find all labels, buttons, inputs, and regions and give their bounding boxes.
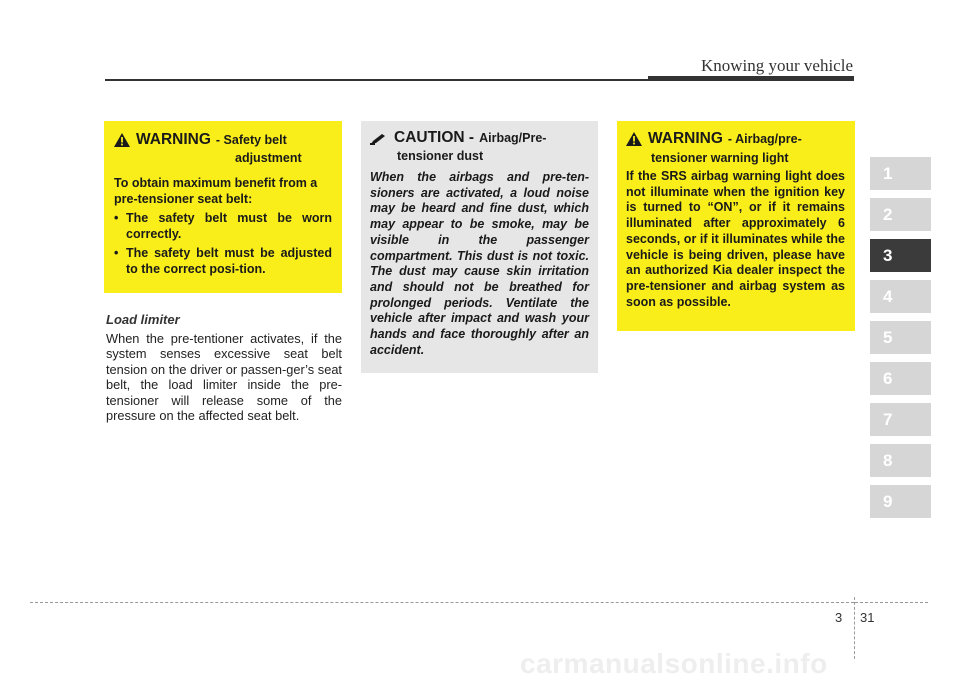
warning-subject-cont: tensioner warning light bbox=[651, 151, 789, 165]
header-rule-accent bbox=[648, 76, 854, 81]
warning-triangle-icon bbox=[626, 132, 642, 151]
chapter-tabs bbox=[870, 157, 931, 526]
warning-intro: To obtain maximum benefit from a pre-tensioner seat belt: bbox=[114, 176, 318, 206]
caution-box-airbag-dust bbox=[361, 121, 598, 373]
warning-body: If the SRS airbag warning light does not illuminate when the ignition key is turned to “ON”, or if it remains illuminated after approximately 6 seconds, or if it illuminates while the vehicle is being driven, please have an authorized Kia dealer inspect the pre-tensioner and airbag system as soon as possible. bbox=[626, 169, 845, 309]
warning-box-safety-belt bbox=[104, 121, 342, 293]
watermark: carmanualsonline.info bbox=[520, 648, 828, 679]
warning-subject-cont: adjustment bbox=[235, 151, 302, 165]
footer-chapter-number: 3 bbox=[835, 610, 843, 625]
header-rule bbox=[105, 79, 650, 81]
warning-label: WARNING bbox=[136, 131, 211, 148]
footer-page-number: 31 bbox=[860, 610, 875, 625]
caution-subject: Airbag/Pre- bbox=[479, 131, 547, 145]
load-limiter-heading: Load limiter bbox=[106, 312, 180, 327]
warning-bullet: • The safety belt must be adjusted to the correct posi-tion. bbox=[114, 246, 332, 277]
warning-header bbox=[114, 131, 332, 152]
caution-body: When the airbags and pre-ten-sioners are activated, a loud noise may be heard and fine dust, which may appear to be smoke, may be visible in the passenger compartment. This dust is not toxic. The dust may cause skin irritation and should not be breathed for prolonged periods. Ventilate the vehicle after impact and wash your hands and face thoroughly after an accident. bbox=[370, 170, 589, 357]
warning-bullet-list bbox=[114, 211, 332, 277]
warning-bullet: • The safety belt must be worn correctly. bbox=[114, 211, 332, 242]
footer-divider bbox=[854, 597, 855, 659]
warning-subject: - Airbag/pre- bbox=[727, 132, 802, 146]
chapter-tab-1[interactable]: 1 bbox=[870, 157, 931, 190]
warning-subject: - Safety belt bbox=[215, 133, 287, 147]
chapter-tab-6[interactable]: 6 bbox=[870, 362, 931, 395]
warning-triangle-icon bbox=[114, 133, 130, 152]
footer-rule bbox=[30, 602, 854, 603]
caution-subject-cont: tensioner dust bbox=[397, 149, 484, 163]
header-title: Knowing your vehicle bbox=[700, 56, 853, 75]
chapter-tab-3-active[interactable]: 3 bbox=[870, 239, 931, 272]
chapter-tab-2[interactable]: 2 bbox=[870, 198, 931, 231]
chapter-tab-7[interactable]: 7 bbox=[870, 403, 931, 436]
load-limiter-text: When the pre-tentioner activates, if the system senses excessive seat belt tension on the driver or passen-ger’s seat belt, the load limiter inside the pre-tensioner will release some of the pressure on the affected seat belt. bbox=[106, 331, 342, 424]
chapter-tab-9[interactable]: 9 bbox=[870, 485, 931, 518]
footer-rule-right bbox=[855, 602, 928, 603]
caution-header bbox=[370, 129, 589, 150]
chapter-tab-8[interactable]: 8 bbox=[870, 444, 931, 477]
warning-header bbox=[626, 130, 845, 151]
warning-box-airbag-light bbox=[617, 121, 855, 331]
chapter-tab-5[interactable]: 5 bbox=[870, 321, 931, 354]
caution-pencil-icon bbox=[370, 132, 388, 150]
warning-label: WARNING bbox=[648, 130, 723, 147]
chapter-tab-4[interactable]: 4 bbox=[870, 280, 931, 313]
caution-label: CAUTION - bbox=[394, 129, 475, 146]
